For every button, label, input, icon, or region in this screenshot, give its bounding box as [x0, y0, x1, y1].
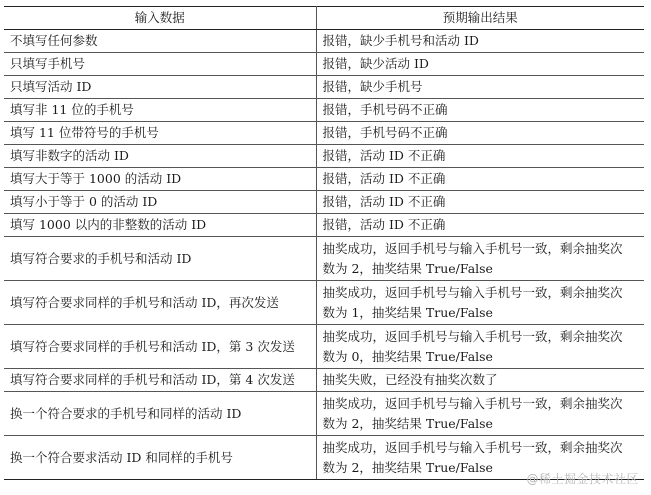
output-line: 抽奖成功，返回手机号与输入手机号一致，剩余抽奖次 — [322, 439, 623, 455]
output-cell — [316, 392, 644, 436]
input-cell: 填写符合要求同样的手机号和活动 ID，第 3 次发送 — [4, 325, 316, 369]
output-line: 抽奖成功，返回手机号与输入手机号一致，剩余抽奖次 — [322, 395, 623, 411]
output-cell: 报错，活动 ID 不正确 — [316, 191, 644, 214]
output-line: 数为 2，抽奖结果 True/False — [322, 415, 493, 431]
watermark: @稀土掘金技术社区 — [526, 472, 639, 486]
output-line: 数为 2，抽奖结果 True/False — [322, 260, 493, 276]
output-cell: 报错，活动 ID 不正确 — [316, 214, 644, 237]
input-cell: 填写非 11 位的手机号 — [4, 99, 316, 122]
output-cell: 抽奖失败，已经没有抽奖次数了 — [316, 369, 644, 392]
input-cell: 换一个符合要求活动 ID 和同样的手机号 — [4, 436, 316, 480]
table-row — [4, 325, 644, 369]
table-row — [4, 122, 644, 145]
output-line: 抽奖成功，返回手机号与输入手机号一致，剩余抽奖次 — [322, 240, 623, 256]
input-cell: 只填写活动 ID — [4, 76, 316, 99]
table-row — [4, 30, 644, 53]
output-cell — [316, 325, 644, 369]
input-cell: 填写符合要求的手机号和活动 ID — [4, 237, 316, 281]
input-cell: 填写 11 位带符号的手机号 — [4, 122, 316, 145]
table-row — [4, 76, 644, 99]
output-line: 抽奖成功，返回手机号与输入手机号一致，剩余抽奖次 — [322, 284, 623, 300]
test-case-table — [4, 6, 644, 480]
output-cell — [316, 281, 644, 325]
output-line: 数为 0，抽奖结果 True/False — [322, 348, 493, 364]
input-cell: 换一个符合要求的手机号和同样的活动 ID — [4, 392, 316, 436]
input-cell: 填写符合要求同样的手机号和活动 ID，第 4 次发送 — [4, 369, 316, 392]
table-row — [4, 99, 644, 122]
input-cell: 填写小于等于 0 的活动 ID — [4, 191, 316, 214]
output-cell: 报错，缺少活动 ID — [316, 53, 644, 76]
output-cell: 报错，活动 ID 不正确 — [316, 168, 644, 191]
output-cell: 报错，缺少手机号 — [316, 76, 644, 99]
document-page — [4, 6, 644, 480]
table-row — [4, 281, 644, 325]
input-cell: 填写 1000 以内的非整数的活动 ID — [4, 214, 316, 237]
table-row — [4, 392, 644, 436]
input-cell: 不填写任何参数 — [4, 30, 316, 53]
output-line: 数为 1，抽奖结果 True/False — [322, 304, 493, 320]
output-cell: 报错，缺少手机号和活动 ID — [316, 30, 644, 53]
header-expected-output: 预期输出结果 — [316, 7, 644, 30]
header-input-data: 输入数据 — [4, 7, 316, 30]
output-cell: 报错，手机号码不正确 — [316, 122, 644, 145]
input-cell: 填写大于等于 1000 的活动 ID — [4, 168, 316, 191]
output-line: 抽奖成功，返回手机号与输入手机号一致，剩余抽奖次 — [322, 328, 623, 344]
table-row — [4, 191, 644, 214]
table-row — [4, 237, 644, 281]
output-cell: 报错，活动 ID 不正确 — [316, 145, 644, 168]
input-cell: 填写非数字的活动 ID — [4, 145, 316, 168]
output-cell: 报错，手机号码不正确 — [316, 99, 644, 122]
table-header-row — [4, 7, 644, 30]
input-cell: 只填写手机号 — [4, 53, 316, 76]
table-row — [4, 369, 644, 392]
table-row — [4, 53, 644, 76]
table-row — [4, 145, 644, 168]
table-row — [4, 214, 644, 237]
table-row — [4, 168, 644, 191]
output-cell — [316, 237, 644, 281]
output-line: 数为 2，抽奖结果 True/False — [322, 459, 493, 475]
input-cell: 填写符合要求同样的手机号和活动 ID，再次发送 — [4, 281, 316, 325]
